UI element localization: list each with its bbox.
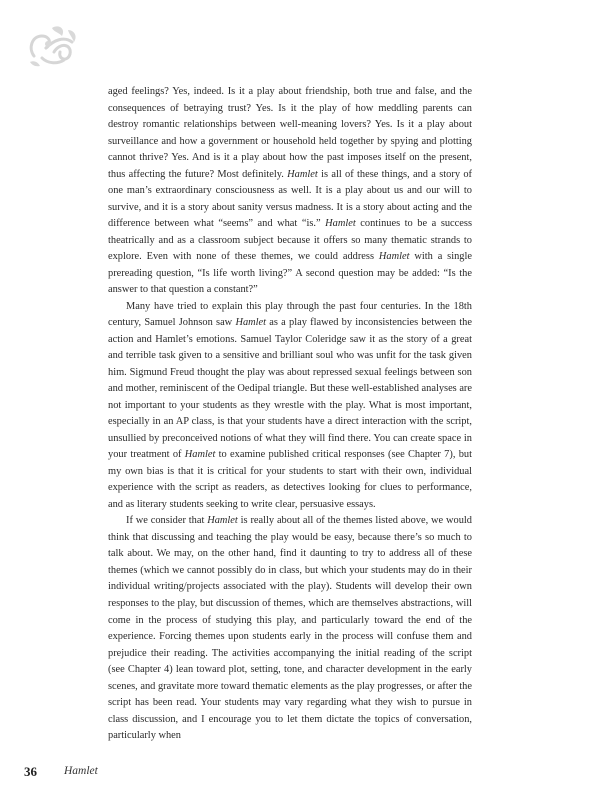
paragraph [108, 299, 472, 514]
running-title: Hamlet [64, 765, 98, 777]
italic-title-text: Hamlet [184, 449, 216, 461]
text-run: as a play flawed by inconsistencies between the action and Hamlet’s emotions. Samuel Taylor Coleridge saw it as the story of a great and terrible task given to a sensitive and brilliant soul who was unfit for the task given him. Sigmund Freud thought the play was about repressed sexual feelings between son and mother, reminiscent of the Oedipal triangle. But these well-established analyses are not important to your students as they wrestle with the play. What is most important, especially in an AP class, is that your students have a direct interaction with the script, unsullied by preconceived notions of what they will find there. You can create space in your treatment of [108, 317, 473, 461]
body-text [108, 84, 472, 745]
italic-title-text: Hamlet [207, 515, 238, 527]
italic-title-text: Hamlet [235, 317, 267, 329]
text-run: aged feelings? Yes, indeed. Is it a play about friendship, both true and false, and the consequences of betraying trust? Yes. Is it the play of how meddling parents can destroy romantic relationships between well-meaning lovers? Yes. Is it a play about surveillance and how a government or household held together by spying and plotting cannot thrive? Yes. And is it a play about how the past imposes itself on the present, thus affecting the future? Most definitely. [108, 86, 472, 180]
italic-title-text: Hamlet [378, 251, 410, 263]
italic-title-text: Hamlet [287, 168, 318, 180]
italic-title-text: Hamlet [325, 218, 356, 230]
paragraph [108, 513, 472, 744]
paragraph [108, 84, 472, 299]
text-run: with a single prereading question, “Is life worth living?” A second question may be added: “Is the answer to that question a constant?” [108, 251, 473, 296]
text-run: Many have tried to explain this play through the past four centuries. In the 18th century, Samuel Johnson saw [108, 300, 472, 329]
text-run: continues to be a success theatrically and as a classroom subject because it offers so many thematic strands to explore. Even with none of these themes, we could address [108, 218, 472, 263]
text-run: is really about all of the themes listed above, we would think that discussing and teaching the play would be easy, because there’s so much to talk about. We may, on the other hand, find it daunting to try to address all of these themes (which we cannot possibly do in class, but which your students may do in their individual writing/projects associated with the play). Students will develop their own responses to the play, but discussion of themes, which are themselves abstractions, will come in the process of studying this play, and particularly toward the end of the experience. Forcing themes upon students early in the process will confuse them and prejudice their reading. The activities accompanying the initial reading of the script (see Chapter 4) lean toward plot, setting, tone, and character development in the early scenes, and gravitate more toward thematic elements as the play progresses, or after the script has been read. Your students may vary regarding what they wish to pursue in class discussion, and I encourage you to let them dictate the topics of conversation, particularly when [108, 515, 472, 742]
text-run: If we consider that [126, 515, 208, 527]
text-run: is all of these things, and a story of one man’s extraordinary consciousness as well. It is a play about us and our will to survive, and it is a story about sanity versus madness. It is a story about acting and the difference between what “seems” and what “is.” [108, 168, 472, 230]
fleuron-ornament-icon [24, 22, 82, 68]
page-number: 36 [24, 764, 37, 779]
text-run: to examine published critical responses (see Chapter 7), but my own bias is that it is critical for your students to start with their own, individual experience with the script as readers, as detectives looking for clues to performance, and as literary students seeking to write clear, persuasive essays. [108, 449, 472, 510]
